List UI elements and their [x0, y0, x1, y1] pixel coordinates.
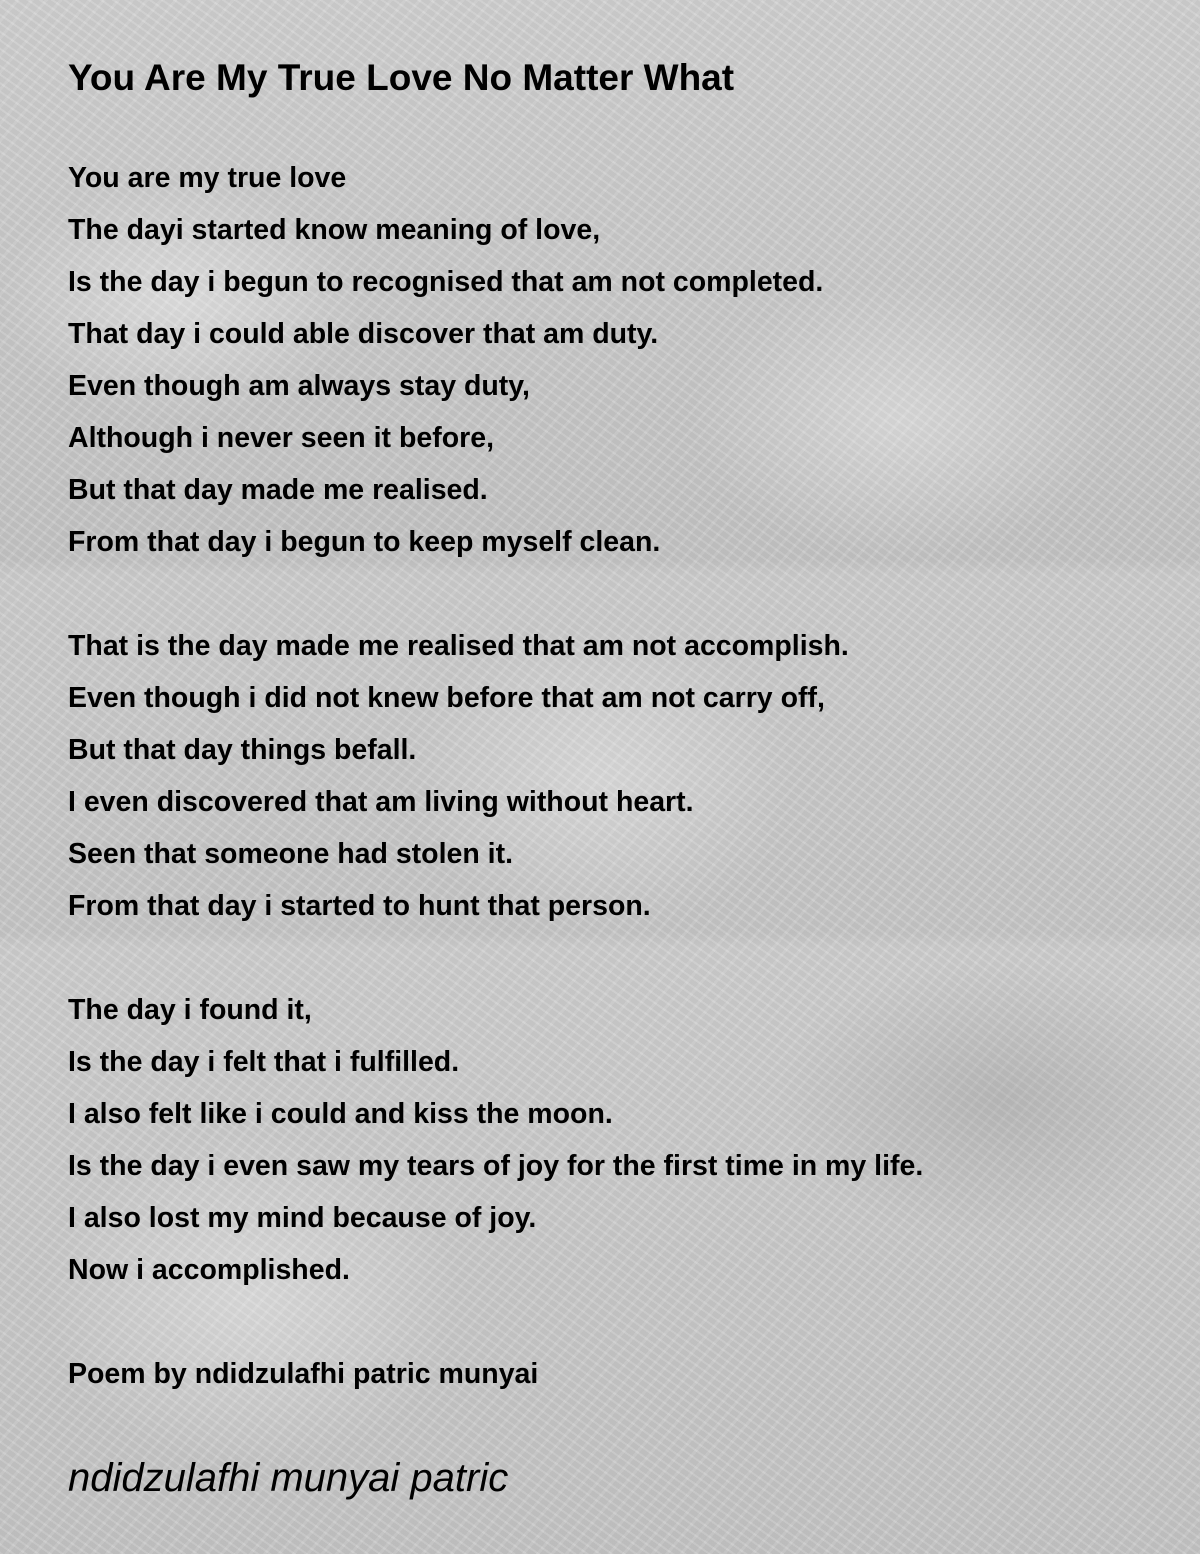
stanza-2	[68, 620, 1168, 932]
poem-line: I also felt like i could and kiss the moon.	[68, 1098, 613, 1130]
poem-body	[68, 152, 1168, 1400]
poem-byline: Poem by ndidzulafhi patric munyai	[68, 1358, 539, 1390]
poem-line: Now i accomplished.	[68, 1254, 350, 1286]
poem-line: Even though i did not knew before that am not carry off,	[68, 682, 825, 714]
poem-line: Although i never seen it before,	[68, 422, 494, 454]
poem-title: You Are My True Love No Matter What	[68, 57, 735, 98]
poem-line: From that day i begun to keep myself clean.	[68, 526, 661, 558]
poem-line: The day i found it,	[68, 994, 312, 1026]
poem-line: Is the day i even saw my tears of joy for the first time in my life.	[68, 1150, 924, 1182]
stanza-1	[68, 152, 1168, 568]
poem-line: I even discovered that am living without heart.	[68, 786, 694, 818]
poem-line: The dayi started know meaning of love,	[68, 214, 601, 246]
poem-line: Even though am always stay duty,	[68, 370, 530, 402]
poem-line: From that day i started to hunt that person.	[68, 890, 651, 922]
poem-line: Is the day i begun to recognised that am not completed.	[68, 266, 824, 298]
poem-line: But that day things befall.	[68, 734, 417, 766]
poem-line: You are my true love	[68, 162, 347, 194]
stanza-3	[68, 984, 1168, 1296]
author-signature: ndidzulafhi munyai patric	[68, 1456, 509, 1500]
poem-line: But that day made me realised.	[68, 474, 488, 506]
poem-line: I also lost my mind because of joy.	[68, 1202, 537, 1234]
poem-line: Seen that someone had stolen it.	[68, 838, 513, 870]
poem-line: That is the day made me realised that am not accomplish.	[68, 630, 849, 662]
poem-line: Is the day i felt that i fulfilled.	[68, 1046, 460, 1078]
poem-line: That day i could able discover that am duty.	[68, 318, 659, 350]
